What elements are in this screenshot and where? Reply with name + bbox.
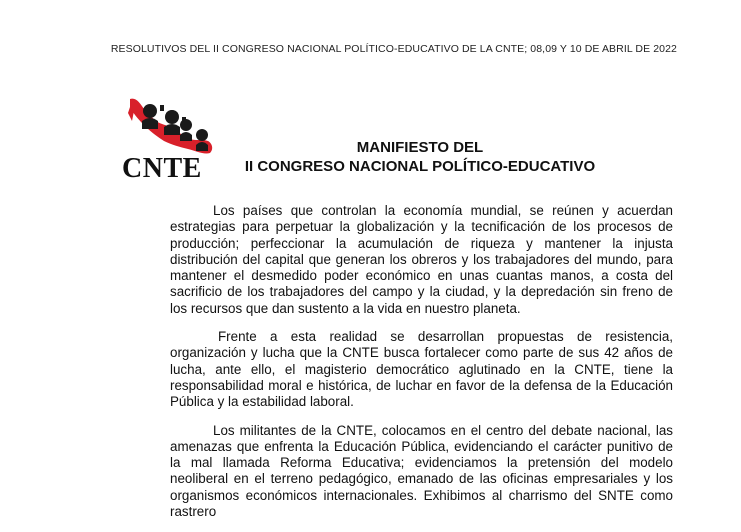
title-line-1: MANIFIESTO DEL	[356, 139, 484, 156]
document-body	[170, 203, 673, 532]
paragraph: Frente a esta realidad se desarrollan propuestas de resistencia, organización y lucha que la CNTE busca fortalecer como parte de sus 42 años de lucha, ante ello, el magisterio democrático aglutinado en la CNTE, tiene la responsabilidad moral e histórica, de luchar en favor de la defensa de la Educación Pública y la estabilidad laboral.	[170, 329, 673, 410]
logo-text: CNTE	[122, 153, 202, 184]
paragraph: Los países que controlan la economía mundial, se reúnen y acuerdan estrategias para perpetuar la globalización y la tecnificación de los procesos de producción; perfeccionar la acumulación de riqueza y mantener la injusta distribución del capital que generan los obreros y los trabajadores del mundo, para mantener el desmedido poder económico en unas cuantas manos, a costa del sacrificio de los trabajadores del campo y la ciudad, y la depredación sin freno de los recursos que dan sustento a la vida en nuestro planeta.	[170, 203, 673, 316]
paragraph: Los militantes de la CNTE, colocamos en el centro del debate nacional, las amenazas que enfrenta la Educación Pública, evidenciando el carácter punitivo de la mal llamada Reforma Educativa; evidenciamos la pretensión del modelo neoliberal en el terreno pedagógico, emanado de las oficinas empresariales y los organismos económicos internacionales. Exhibimos al charrismo del SNTE como rastrero	[170, 422, 673, 520]
document-title	[230, 138, 610, 176]
cnte-logo	[122, 95, 222, 187]
cnte-emblem-icon	[122, 95, 222, 157]
running-header: RESOLUTIVOS DEL II CONGRESO NACIONAL POLÍTICO-EDUCATIVO DE LA CNTE; 08,09 Y 10 DE ABRIL DE 2022	[110, 43, 677, 55]
title-line-2: II CONGRESO NACIONAL POLÍTICO-EDUCATIVO	[244, 158, 596, 175]
